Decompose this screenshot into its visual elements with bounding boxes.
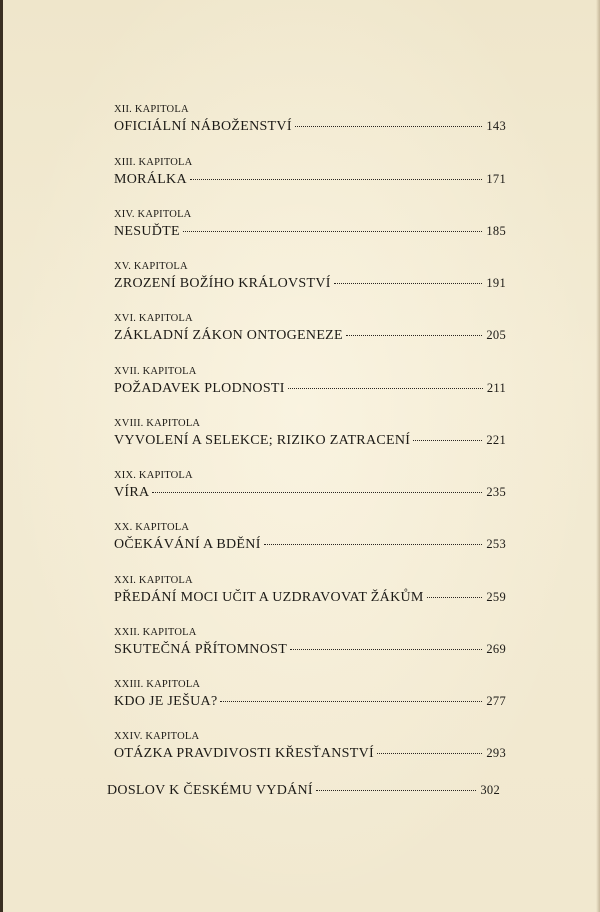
- toc-line: [114, 483, 506, 502]
- chapter-number: XIII. KAPITOLA: [114, 157, 193, 168]
- dot-leader: [152, 492, 482, 493]
- chapter-title: ZROZENÍ BOŽÍHO KRÁLOVSTVÍ: [114, 276, 331, 291]
- chapter-number: XIV. KAPITOLA: [114, 209, 192, 220]
- toc-entry: [114, 366, 506, 398]
- chapter-number: XXIII. KAPITOLA: [114, 679, 201, 690]
- toc-line: [114, 274, 506, 293]
- toc-line: [114, 744, 506, 763]
- dot-leader: [264, 544, 483, 545]
- chapter-number: XXIV. KAPITOLA: [114, 731, 200, 742]
- chapter-number: XXII. KAPITOLA: [114, 627, 197, 638]
- page-number: 277: [486, 694, 506, 708]
- toc-line: [114, 117, 506, 136]
- toc-entry: [114, 575, 506, 607]
- chapter-title: OČEKÁVÁNÍ A BDĚNÍ: [114, 537, 261, 552]
- page-number: 211: [486, 381, 506, 395]
- chapter-title: KDO JE JEŠUA?: [114, 694, 218, 709]
- toc-entry: [114, 522, 506, 554]
- dot-leader: [427, 597, 483, 598]
- dot-leader: [413, 440, 482, 441]
- chapter-number: XV. KAPITOLA: [114, 261, 188, 272]
- chapter-number: XX. KAPITOLA: [114, 522, 190, 533]
- dot-leader: [288, 388, 483, 389]
- page-number: 235: [486, 485, 506, 499]
- chapter-title: VÍRA: [114, 485, 150, 500]
- chapter-number: XXI. KAPITOLA: [114, 575, 193, 586]
- toc-entry: [114, 418, 506, 450]
- toc-line: [114, 222, 506, 241]
- chapter-title: ZÁKLADNÍ ZÁKON ONTOGENEZE: [114, 328, 343, 343]
- chapter-number: XII. KAPITOLA: [114, 104, 189, 115]
- chapter-number: XVII. KAPITOLA: [114, 366, 197, 377]
- page-number: 302: [480, 783, 500, 797]
- chapter-title: MORÁLKA: [114, 172, 187, 187]
- dot-leader: [334, 283, 483, 284]
- page-number: 185: [486, 224, 506, 238]
- toc-entry: [114, 104, 506, 136]
- toc-entry: [114, 157, 506, 189]
- chapter-number: XVI. KAPITOLA: [114, 313, 193, 324]
- toc-line: [114, 326, 506, 345]
- toc-epilogue-entry: [107, 781, 500, 800]
- chapter-title: SKUTEČNÁ PŘÍTOMNOST: [114, 642, 288, 657]
- page-number: 143: [486, 119, 506, 133]
- toc-line: [114, 170, 506, 189]
- chapter-number: XIX. KAPITOLA: [114, 470, 193, 481]
- dot-leader: [183, 231, 482, 232]
- dot-leader: [377, 753, 482, 754]
- dot-leader: [316, 790, 476, 791]
- page-number: 191: [486, 276, 506, 290]
- toc-entry: [114, 470, 506, 502]
- page-number: 171: [486, 172, 506, 186]
- toc-entry: [114, 679, 506, 711]
- chapter-title: OFICIÁLNÍ NÁBOŽENSTVÍ: [114, 119, 292, 134]
- toc-entry: [114, 209, 506, 241]
- toc-line: [114, 692, 506, 711]
- dot-leader: [290, 649, 482, 650]
- dot-leader: [346, 335, 482, 336]
- chapter-number: XVIII. KAPITOLA: [114, 418, 201, 429]
- dot-leader: [220, 701, 482, 702]
- epilogue-title: DOSLOV K ČESKÉMU VYDÁNÍ: [107, 783, 313, 798]
- chapter-title: VYVOLENÍ A SELEKCE; RIZIKO ZATRACENÍ: [114, 433, 411, 448]
- page-number: 269: [486, 642, 506, 656]
- toc-line: [107, 781, 500, 800]
- toc-entry: [114, 313, 506, 345]
- toc-entry: [114, 731, 506, 763]
- toc-line: [114, 640, 506, 659]
- chapter-title: NESUĎTE: [114, 224, 180, 239]
- chapter-title: POŽADAVEK PLODNOSTI: [114, 381, 285, 396]
- toc-line: [114, 431, 506, 450]
- page-number: 293: [486, 746, 506, 760]
- page-number: 253: [486, 537, 506, 551]
- chapter-title: PŘEDÁNÍ MOCI UČIT A UZDRAVOVAT ŽÁKŮM: [114, 590, 424, 605]
- dot-leader: [295, 126, 483, 127]
- toc-entry: [114, 261, 506, 293]
- chapter-title: OTÁZKA PRAVDIVOSTI KŘESŤANSTVÍ: [114, 746, 374, 761]
- toc-line: [114, 535, 506, 554]
- toc-entry: [114, 627, 506, 659]
- toc-line: [114, 379, 506, 398]
- page-number: 205: [486, 328, 506, 342]
- page-number: 259: [486, 590, 506, 604]
- dot-leader: [190, 179, 482, 180]
- toc-line: [114, 588, 506, 607]
- page-number: 221: [486, 433, 506, 447]
